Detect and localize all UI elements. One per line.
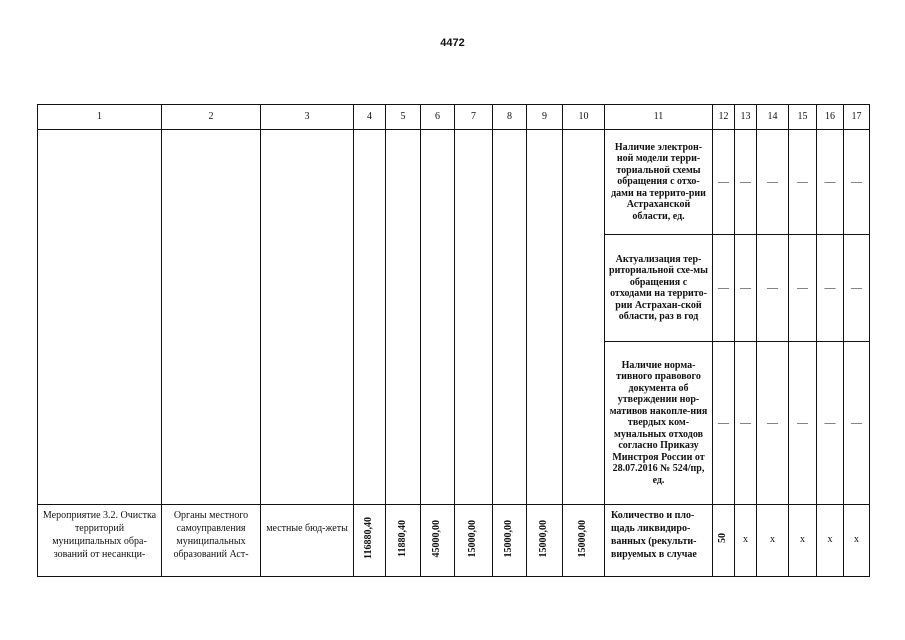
amount-value: 15000,00 — [503, 519, 515, 557]
amount-cell — [493, 505, 527, 577]
value-mark: — — [735, 235, 757, 342]
col-header: 1 — [38, 105, 162, 130]
empty-cell — [527, 130, 563, 505]
value-mark: — — [713, 342, 735, 505]
indicator-text: Наличие электрон-ной модели терри-ториальной схемы обращения с отхо-дами на террито-рии Астраханской области, ед. — [605, 130, 713, 235]
amount-value: 116880,40 — [363, 517, 375, 560]
indicator-text: Количество и пло-щадь ликвидиро-ванных (рекульти-вируемых в случае — [605, 505, 713, 577]
amount-cell — [354, 505, 386, 577]
funding-source: местные бюд-жеты — [261, 505, 354, 577]
value-mark: — — [817, 235, 844, 342]
col-header: 14 — [757, 105, 789, 130]
empty-cell — [421, 130, 455, 505]
empty-cell — [261, 130, 354, 505]
value-mark: — — [817, 342, 844, 505]
value-mark: х — [757, 505, 789, 577]
empty-cell — [455, 130, 493, 505]
value-mark: — — [844, 130, 870, 235]
value-mark: — — [817, 130, 844, 235]
value-mark: — — [713, 130, 735, 235]
value-mark: — — [757, 235, 789, 342]
value-mark: — — [713, 235, 735, 342]
value-mark: — — [735, 130, 757, 235]
value-mark: х — [789, 505, 817, 577]
value-mark: х — [844, 505, 870, 577]
empty-cell — [354, 130, 386, 505]
col-header: 12 — [713, 105, 735, 130]
col-header: 8 — [493, 105, 527, 130]
value-mark: — — [844, 235, 870, 342]
col-header: 4 — [354, 105, 386, 130]
measure-name: Мероприятие 3.2. Очистка территорий муниципальных обра-зований от несанкци- — [38, 505, 162, 577]
value-mark: — — [789, 130, 817, 235]
amount-cell — [421, 505, 455, 577]
target-cell — [713, 505, 735, 577]
value-mark: — — [789, 235, 817, 342]
col-header: 10 — [563, 105, 605, 130]
value-mark: х — [735, 505, 757, 577]
empty-cell — [493, 130, 527, 505]
table-row — [38, 130, 870, 235]
responsible-body: Органы местного самоуправления муниципальных образований Аст- — [162, 505, 261, 577]
amount-value: 11880,40 — [396, 519, 408, 557]
program-table — [37, 104, 870, 577]
amount-cell — [455, 505, 493, 577]
col-header: 17 — [844, 105, 870, 130]
value-mark: х — [817, 505, 844, 577]
amount-value: 15000,00 — [538, 519, 550, 557]
col-header: 15 — [789, 105, 817, 130]
col-header: 13 — [735, 105, 757, 130]
empty-cell — [386, 130, 421, 505]
col-header: 2 — [162, 105, 261, 130]
table-row — [38, 505, 870, 577]
amount-value: 15000,00 — [467, 519, 479, 557]
amount-cell — [527, 505, 563, 577]
col-header: 7 — [455, 105, 493, 130]
empty-cell — [38, 130, 162, 505]
value-mark: — — [757, 130, 789, 235]
amount-value: 45000,00 — [431, 519, 443, 557]
value-mark: — — [757, 342, 789, 505]
col-header: 11 — [605, 105, 713, 130]
col-header: 9 — [527, 105, 563, 130]
value-mark: — — [789, 342, 817, 505]
amount-value: 15000,00 — [577, 519, 589, 557]
amount-cell — [386, 505, 421, 577]
col-header: 3 — [261, 105, 354, 130]
col-header: 6 — [421, 105, 455, 130]
empty-cell — [162, 130, 261, 505]
col-header: 5 — [386, 105, 421, 130]
empty-cell — [563, 130, 605, 505]
target-value: 50 — [717, 533, 729, 544]
page-number: 4472 — [440, 37, 465, 49]
indicator-text: Наличие норма-тивного правового документа об утверждении нор-мативов накопле-ния твердых ком-мунальных отходов согласно Приказу Минстроя России от 28.07.2016 № 524/пр, ед. — [605, 342, 713, 505]
value-mark: — — [735, 342, 757, 505]
header-row — [38, 105, 870, 130]
indicator-text: Актуализация тер-риториальной схе-мы обращения с отходами на террито-рии Астрахан-ской области, раз в год — [605, 235, 713, 342]
amount-cell — [563, 505, 605, 577]
col-header: 16 — [817, 105, 844, 130]
value-mark: — — [844, 342, 870, 505]
